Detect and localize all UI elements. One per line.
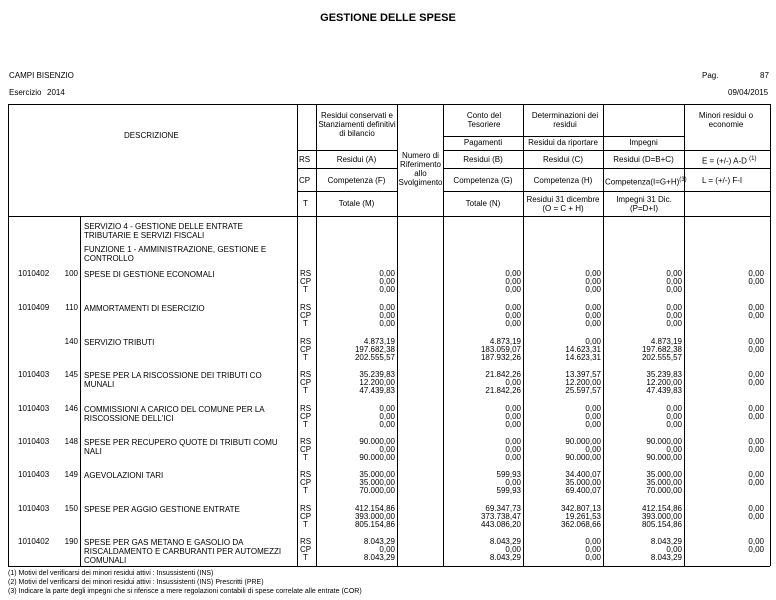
cell-a: 47.439,83 — [359, 386, 395, 396]
cell-imp: 393.000,00 — [641, 512, 682, 522]
cell-imp: 12.200,00 — [646, 378, 682, 388]
row-type-cp: CP — [300, 378, 312, 388]
cell-resc: 0,00 — [585, 420, 601, 430]
cell-a: 12.200,00 — [359, 378, 395, 388]
row-code: 1010403 — [18, 370, 50, 379]
row-number: 146 — [64, 404, 78, 413]
cell-pag: 0,00 — [505, 412, 521, 422]
cell-resc: 12.200,00 — [565, 378, 601, 388]
cell-resc: 69.400,07 — [565, 486, 601, 496]
footnote-1: (1) Motivi del verificarsi dei minori residui attivi : Insussistenti (INS) — [8, 570, 214, 577]
row-type-t: T — [303, 486, 308, 496]
header-t: T — [303, 199, 308, 208]
header-competenza-f: Competenza (F) — [327, 176, 386, 185]
cell-a: 8.043,29 — [363, 537, 395, 546]
header-residui-31: Residui 31 dicembre (O = C + H) — [526, 195, 600, 213]
header-competenza-h: Competenza (H) — [533, 176, 593, 185]
cell-pag: 599,93 — [496, 486, 521, 496]
cell-imp: 0,00 — [666, 303, 682, 312]
row-description: SERVIZIO TRIBUTI — [84, 338, 155, 347]
cell-resc: 19.261,53 — [565, 512, 601, 522]
cell-pag: 0,00 — [505, 311, 521, 321]
cell-minori: 0,00 — [748, 303, 764, 312]
row-type-cp: CP — [300, 445, 312, 455]
row-code: 1010403 — [18, 470, 50, 479]
header-impegni-31: Impegni 31 Dic. (P=D+I) — [616, 195, 672, 213]
cell-pag: 0,00 — [505, 453, 521, 463]
header-residui-a: Residui (A) — [336, 155, 377, 164]
row-type-t: T — [303, 553, 308, 563]
row-type-cp: CP — [300, 478, 312, 488]
esercizio-label: Esercizio — [9, 88, 42, 97]
cell-minori: 0,00 — [748, 337, 764, 346]
row-type-t: T — [303, 453, 308, 463]
footnote-3: (3) Indicare la parte degli impegni che si riferisce a mere regolazioni contabili di spese correlate alle entrate (COR) — [8, 588, 362, 595]
cell-resc: 14.623,31 — [565, 345, 601, 355]
funzione-title: FUNZIONE 1 - AMMINISTRAZIONE, GESTIONE E CONTROLLO — [84, 245, 267, 263]
header-competenza-i: Competenza(I=G+H)$^{(3)}$ — [605, 177, 687, 187]
cell-a: 0,00 — [379, 412, 395, 422]
cell-resc: 0,00 — [585, 319, 601, 329]
cell-a: 35.000,00 — [359, 470, 395, 479]
cell-pag: 8.043,29 — [489, 537, 521, 546]
cell-minori: 0,00 — [748, 378, 764, 388]
header-rs: RS — [299, 155, 311, 164]
header-totale-m: Totale (M) — [338, 199, 375, 208]
row-type-t: T — [303, 520, 308, 530]
cell-imp: 0,00 — [666, 277, 682, 287]
cell-imp: 35.000,00 — [646, 478, 682, 488]
cell-minori: 0,00 — [748, 470, 764, 479]
cell-a: 0,00 — [379, 277, 395, 287]
row-type-rs: RS — [300, 269, 312, 278]
header-residui-conservati: Residui conservati e Stanziamenti definitivi di bilancio — [318, 111, 396, 138]
cell-resc: 0,00 — [585, 537, 601, 546]
cell-resc: 25.597,57 — [565, 386, 601, 396]
row-description: AGEVOLAZIONI TARI — [84, 471, 164, 480]
row-type-cp: CP — [300, 311, 312, 321]
cell-pag: 0,00 — [505, 277, 521, 287]
cell-minori: 0,00 — [748, 370, 764, 379]
report-date: 09/04/2015 — [728, 88, 769, 97]
row-code: 1010402 — [18, 537, 50, 546]
row-type-rs: RS — [300, 437, 312, 446]
cell-resc: 34.400,07 — [565, 470, 601, 479]
cell-imp: 202.555,57 — [641, 353, 682, 363]
cell-pag: 21.842,26 — [485, 386, 521, 396]
cell-a: 35.000,00 — [359, 478, 395, 488]
cell-imp: 0,00 — [666, 445, 682, 455]
row-number: 148 — [64, 437, 78, 446]
cell-minori: 0,00 — [748, 437, 764, 446]
header-totale-n: Totale (N) — [465, 199, 501, 208]
header-residui-d: Residui (D=B+C) — [613, 155, 674, 164]
cell-resc: 13.397,57 — [565, 370, 601, 379]
cell-imp: 47.439,83 — [646, 386, 682, 396]
cell-imp: 8.043,29 — [650, 537, 682, 546]
row-description: SPESE DI GESTIONE ECONOMALI — [84, 270, 215, 279]
cell-pag: 0,00 — [505, 445, 521, 455]
header-descrizione: DESCRIZIONE — [124, 131, 179, 140]
cell-pag: 0,00 — [505, 303, 521, 312]
cell-imp: 70.000,00 — [646, 486, 682, 496]
cell-a: 0,00 — [379, 285, 395, 295]
cell-imp: 0,00 — [666, 269, 682, 278]
header-residui-da-riportare: Residui da riportare — [528, 138, 598, 147]
cell-imp: 90.000,00 — [646, 437, 682, 446]
header-numero-riferimento: Numero di Riferimento allo Svolgimento — [398, 151, 443, 187]
cell-pag: 187.932,26 — [480, 353, 521, 363]
row-type-cp: CP — [300, 277, 312, 287]
cell-pag: 0,00 — [505, 378, 521, 388]
cell-a: 197.682,38 — [354, 345, 395, 355]
cell-imp: 805.154,86 — [641, 520, 682, 530]
row-type-rs: RS — [300, 337, 312, 346]
cell-a: 4.873,19 — [363, 337, 395, 346]
footnote-2: (2) Motivi del verificarsi dei minori residui attivi : Insussistenti (INS) Prescritti (PRE) — [8, 579, 264, 586]
row-type-rs: RS — [300, 537, 312, 546]
cell-a: 90.000,00 — [359, 437, 395, 446]
row-description: AMMORTAMENTI DI ESERCIZIO — [84, 304, 205, 313]
cell-imp: 0,00 — [666, 285, 682, 295]
cell-minori: 0,00 — [748, 311, 764, 321]
row-type-t: T — [303, 319, 308, 329]
row-type-cp: CP — [300, 545, 312, 555]
row-number: 145 — [64, 370, 78, 379]
cell-minori: 0,00 — [748, 269, 764, 278]
header-e-formula: E = (+/-) A-D $^{(1)}$ — [702, 156, 757, 166]
row-type-cp: CP — [300, 412, 312, 422]
row-type-rs: RS — [300, 370, 312, 379]
row-type-rs: RS — [300, 404, 312, 413]
cell-resc: 0,00 — [585, 445, 601, 455]
cell-minori: 0,00 — [748, 412, 764, 422]
cell-a: 8.043,29 — [363, 553, 395, 563]
cell-imp: 0,00 — [666, 319, 682, 329]
cell-pag: 0,00 — [505, 285, 521, 295]
cell-resc: 90.000,00 — [565, 453, 601, 463]
cell-pag: 443.086,20 — [480, 520, 521, 530]
cell-minori: 0,00 — [748, 504, 764, 513]
cell-resc: 0,00 — [585, 311, 601, 321]
row-number: 140 — [64, 337, 78, 346]
cell-pag: 0,00 — [505, 437, 521, 446]
cell-imp: 8.043,29 — [650, 553, 682, 563]
cell-a: 202.555,57 — [354, 353, 395, 363]
cell-resc: 0,00 — [585, 277, 601, 287]
cell-a: 0,00 — [379, 404, 395, 413]
cell-pag: 0,00 — [505, 404, 521, 413]
cell-a: 0,00 — [379, 311, 395, 321]
page-number: 87 — [760, 71, 769, 80]
cell-minori: 0,00 — [748, 345, 764, 355]
header-conto-tesoriere: Conto del Tesoriere — [466, 111, 502, 129]
cell-resc: 0,00 — [585, 337, 601, 346]
cell-resc: 90.000,00 — [565, 437, 601, 446]
row-number: 150 — [64, 504, 78, 513]
header-determinazioni-residui: Determinazioni dei residui — [531, 111, 599, 129]
row-description: COMMISSIONI A CARICO DEL COMUNE PER LA RISCOSSIONE DELL'ICI — [84, 405, 265, 423]
cell-pag: 0,00 — [505, 478, 521, 488]
cell-a: 412.154,86 — [354, 504, 395, 513]
cell-pag: 0,00 — [505, 269, 521, 278]
header-residui-b: Residui (B) — [463, 155, 503, 164]
row-type-t: T — [303, 386, 308, 396]
cell-a: 0,00 — [379, 319, 395, 329]
row-code: 1010403 — [18, 504, 50, 513]
row-code: 1010409 — [18, 303, 50, 312]
servizio-title: SERVIZIO 4 - GESTIONE DELLE ENTRATE TRIBUTARIE E SERVIZI FISCALI — [84, 222, 243, 240]
cell-minori: 0,00 — [748, 512, 764, 522]
cell-imp: 197.682,38 — [641, 345, 682, 355]
row-number: 149 — [64, 470, 78, 479]
cell-imp: 412.154,86 — [641, 504, 682, 513]
cell-resc: 0,00 — [585, 545, 601, 555]
cell-pag: 183.059,07 — [480, 345, 521, 355]
cell-resc: 362.068,66 — [560, 520, 601, 530]
cell-pag: 8.043,29 — [489, 553, 521, 563]
cell-a: 0,00 — [379, 303, 395, 312]
cell-pag: 0,00 — [505, 420, 521, 430]
cell-resc: 0,00 — [585, 285, 601, 295]
cell-minori: 0,00 — [748, 277, 764, 287]
cell-resc: 0,00 — [585, 269, 601, 278]
row-code: 1010403 — [18, 437, 50, 446]
cell-resc: 0,00 — [585, 553, 601, 563]
page-label: Pag. — [702, 71, 719, 80]
cell-a: 35.239,83 — [359, 370, 395, 379]
row-description: SPESE PER LA RISCOSSIONE DEI TRIBUTI CO MUNALI — [84, 371, 262, 389]
row-description: SPESE PER RECUPERO QUOTE DI TRIBUTI COMU NALI — [84, 438, 278, 456]
cell-pag: 599,93 — [496, 470, 521, 479]
cell-imp: 0,00 — [666, 545, 682, 555]
header-pagamenti: Pagamenti — [463, 138, 503, 147]
cell-pag: 21.842,26 — [485, 370, 521, 379]
cell-resc: 14.623,31 — [565, 353, 601, 363]
row-type-rs: RS — [300, 303, 312, 312]
cell-imp: 0,00 — [666, 420, 682, 430]
row-number: 110 — [65, 303, 78, 312]
page-title: GESTIONE DELLE SPESE — [320, 12, 456, 24]
cell-imp: 0,00 — [666, 404, 682, 413]
row-code: 1010403 — [18, 404, 50, 413]
row-type-cp: CP — [300, 512, 312, 522]
cell-imp: 4.873,19 — [650, 337, 682, 346]
row-type-cp: CP — [300, 345, 312, 355]
header-residui-c: Residui (C) — [542, 155, 583, 164]
row-description: SPESE PER GAS METANO E GASOLIO DA RISCALDAMENTO E CARBURANTI PER AUTOMEZZI COMUNALI — [84, 538, 282, 565]
cell-minori: 0,00 — [748, 545, 764, 555]
cell-a: 0,00 — [379, 445, 395, 455]
cell-minori: 0,00 — [748, 404, 764, 413]
cell-pag: 69.347,73 — [485, 504, 521, 513]
cell-minori: 0,00 — [748, 478, 764, 488]
cell-resc: 342.807,13 — [560, 504, 601, 513]
header-l-formula: L = (+/-) F-I — [702, 176, 743, 185]
row-type-rs: RS — [300, 504, 312, 513]
cell-a: 70.000,00 — [359, 486, 395, 496]
row-code: 1010402 — [18, 269, 50, 278]
cell-resc: 35.000,00 — [565, 478, 601, 488]
row-description: SPESE PER AGGIO GESTIONE ENTRATE — [84, 505, 240, 514]
cell-a: 90.000,00 — [359, 453, 395, 463]
cell-imp: 0,00 — [666, 412, 682, 422]
comune-name: CAMPI BISENZIO — [9, 71, 74, 80]
header-minori-residui: Minori residui o economie — [698, 111, 754, 129]
row-type-t: T — [303, 353, 308, 363]
cell-a: 805.154,86 — [354, 520, 395, 530]
cell-pag: 373.738,47 — [480, 512, 521, 522]
header-impegni: Impegni — [629, 138, 658, 147]
header-cp: CP — [299, 176, 311, 185]
cell-imp: 35.239,83 — [646, 370, 682, 379]
row-number: 100 — [64, 269, 78, 278]
cell-resc: 0,00 — [585, 404, 601, 413]
header-competenza-g: Competenza (G) — [453, 176, 513, 185]
cell-imp: 0,00 — [666, 311, 682, 321]
row-type-t: T — [303, 285, 308, 295]
cell-a: 0,00 — [379, 420, 395, 430]
row-type-rs: RS — [300, 470, 312, 479]
esercizio-year: 2014 — [47, 88, 65, 97]
cell-minori: 0,00 — [748, 537, 764, 546]
cell-pag: 0,00 — [505, 319, 521, 329]
row-number: 190 — [64, 537, 78, 546]
cell-a: 0,00 — [379, 545, 395, 555]
cell-resc: 0,00 — [585, 412, 601, 422]
cell-imp: 90.000,00 — [646, 453, 682, 463]
cell-imp: 35.000,00 — [646, 470, 682, 479]
cell-resc: 0,00 — [585, 303, 601, 312]
cell-a: 0,00 — [379, 269, 395, 278]
cell-a: 393.000,00 — [354, 512, 395, 522]
cell-pag: 4.873,19 — [489, 337, 521, 346]
cell-pag: 0,00 — [505, 545, 521, 555]
row-type-t: T — [303, 420, 308, 430]
cell-minori: 0,00 — [748, 445, 764, 455]
